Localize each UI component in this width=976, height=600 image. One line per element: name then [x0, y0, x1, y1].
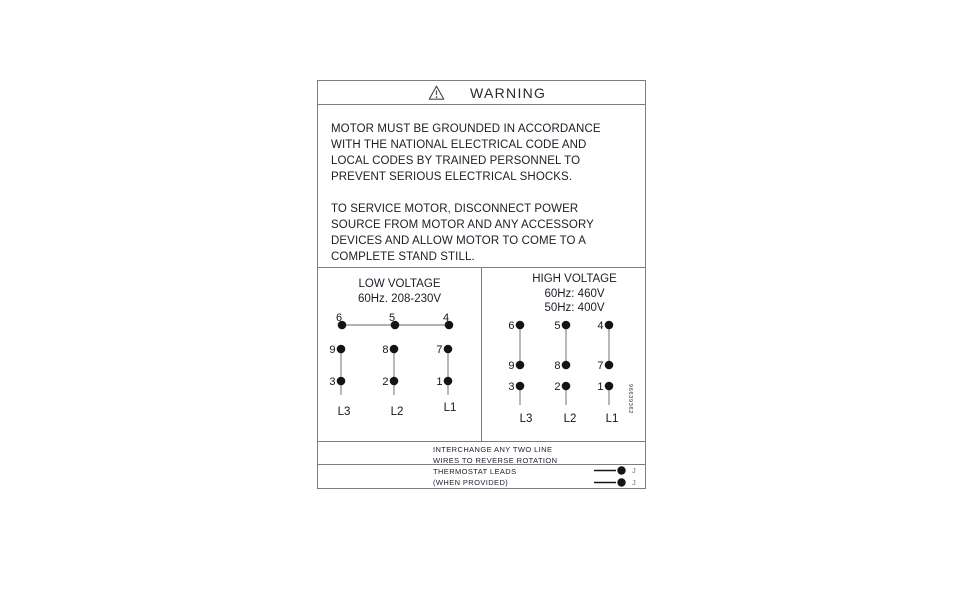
terminal-dot — [562, 382, 571, 391]
line-label: L1 — [605, 413, 619, 425]
terminal-number: 8 — [382, 344, 389, 356]
thermostat-leads-label: THERMOSTAT LEADS — [433, 467, 517, 476]
paragraph-line: TO SERVICE MOTOR, DISCONNECT POWER — [331, 203, 579, 215]
paragraph-line: MOTOR MUST BE GROUNDED IN ACCORDANCE — [331, 123, 601, 135]
terminal-number: 7 — [597, 360, 604, 372]
thermostat-lead — [594, 477, 636, 488]
wiring-panels — [318, 268, 645, 442]
lead-label: J — [632, 466, 637, 475]
warning-triangle-icon — [428, 85, 445, 106]
terminal-dot — [516, 321, 525, 330]
terminal-dot — [605, 361, 614, 370]
low-voltage-rating: 60Hz. 208-230V — [357, 293, 442, 305]
terminal-number: 2 — [382, 376, 389, 388]
high-voltage-rating-60hz: 60Hz: 460V — [544, 288, 605, 300]
high-voltage-panel — [482, 268, 645, 441]
lead-label: J — [632, 478, 637, 487]
terminal-number: 5 — [554, 320, 561, 332]
warning-title: WARNING — [470, 85, 547, 101]
paragraph-line: LOCAL CODES BY TRAINED PERSONNEL TO — [331, 155, 581, 167]
terminal-dot — [444, 377, 453, 386]
terminal-number: 6 — [335, 312, 343, 324]
thermostat-leads-row — [318, 465, 645, 488]
terminal-number: 3 — [508, 381, 515, 393]
terminal-dot — [605, 321, 614, 330]
terminal-dot — [337, 345, 346, 354]
paragraph-line: WITH THE NATIONAL ELECTRICAL CODE AND — [331, 139, 587, 151]
terminal-number: 5 — [388, 312, 396, 324]
terminal-dot — [390, 345, 399, 354]
lead-wire-icon — [594, 465, 627, 476]
low-voltage-title: LOW VOLTAGE — [358, 278, 441, 290]
paragraph-line: SOURCE FROM MOTOR AND ANY ACCESSORY — [331, 219, 594, 231]
reverse-note-line: WIRES TO REVERSE ROTATION — [433, 456, 558, 465]
paragraph-line: DEVICES AND ALLOW MOTOR TO COME TO A — [331, 235, 586, 247]
high-voltage-rating-50hz: 50Hz: 400V — [544, 302, 605, 314]
high-voltage-title: HIGH VOLTAGE — [532, 273, 617, 285]
terminal-number: 8 — [554, 360, 561, 372]
terminal-dot — [390, 377, 399, 386]
terminal-number: 2 — [554, 381, 561, 393]
high-voltage-diagram — [482, 268, 646, 441]
terminal-dot — [562, 361, 571, 370]
low-voltage-diagram — [318, 268, 482, 441]
thermostat-lead — [594, 465, 636, 476]
thermostat-provided-label: (WHEN PROVIDED) — [433, 478, 509, 487]
motor-warning-label — [317, 80, 646, 489]
line-label: L3 — [519, 413, 533, 425]
part-number: 96639362 — [627, 384, 633, 415]
paragraph-line: PREVENT SERIOUS ELECTRICAL SHOCKS. — [331, 171, 573, 183]
reverse-rotation-row — [318, 442, 645, 465]
terminal-dot — [562, 321, 571, 330]
line-label: L2 — [390, 406, 404, 418]
terminal-dot — [605, 382, 614, 391]
lead-wire-icon — [594, 477, 627, 488]
paragraph-line: COMPLETE STAND STILL. — [331, 251, 475, 263]
reverse-note-line: INTERCHANGE ANY TWO LINE — [433, 445, 553, 454]
terminal-dot — [516, 382, 525, 391]
terminal-number: 3 — [329, 376, 336, 388]
terminal-number: 4 — [442, 312, 450, 324]
terminal-dot — [337, 377, 346, 386]
terminal-number: 4 — [597, 320, 604, 332]
warning-body — [318, 105, 645, 268]
line-label: L2 — [563, 413, 577, 425]
line-label: L1 — [443, 402, 457, 414]
terminal-number: 1 — [597, 381, 604, 393]
warning-header — [318, 81, 645, 105]
terminal-number: 7 — [436, 344, 443, 356]
terminal-number: 6 — [508, 320, 515, 332]
terminal-number: 9 — [508, 360, 515, 372]
grounding-paragraph — [331, 121, 635, 185]
service-paragraph — [331, 201, 635, 265]
terminal-number: 9 — [329, 344, 336, 356]
terminal-number: 1 — [436, 376, 443, 388]
low-voltage-panel — [318, 268, 482, 441]
terminal-dot — [516, 361, 525, 370]
line-label: L3 — [337, 406, 351, 418]
terminal-dot — [444, 345, 453, 354]
